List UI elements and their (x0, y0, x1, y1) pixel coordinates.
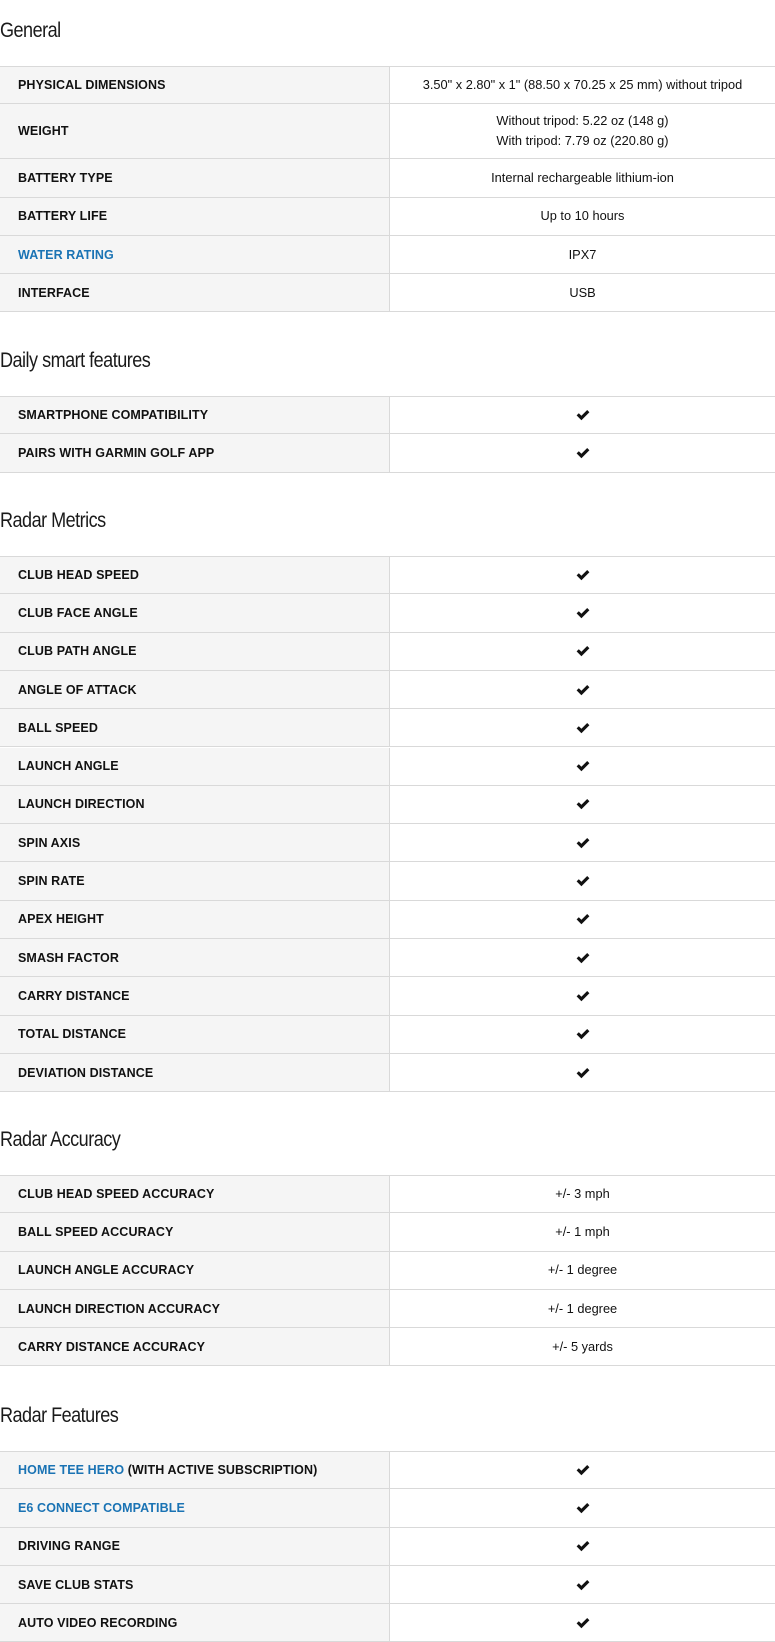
spec-label: DEVIATION DISTANCE (18, 1065, 154, 1080)
spec-value-cell (390, 1452, 775, 1488)
spec-label-cell (0, 1213, 390, 1250)
checkmark-icon (576, 1067, 590, 1079)
spec-label: APEX HEIGHT (18, 912, 104, 927)
spec-row-deviation-distance (0, 1054, 775, 1092)
spec-label-cell (0, 1452, 390, 1488)
spec-value-cell (390, 1604, 775, 1641)
spec-value-cell (390, 1016, 775, 1053)
spec-row-spin-axis (0, 824, 775, 862)
spec-value: Up to 10 hours (540, 208, 625, 224)
checkmark-icon (576, 913, 590, 925)
spec-value-cell (390, 1213, 775, 1250)
spec-row-club-head-speed (0, 556, 775, 594)
spec-label-cell (0, 786, 390, 823)
spec-label: CLUB HEAD SPEED ACCURACY (18, 1187, 215, 1202)
spec-label-cell (0, 104, 390, 158)
spec-value-cell (390, 557, 775, 593)
spec-row-carry-distance (0, 977, 775, 1015)
spec-label-cell (0, 198, 390, 235)
spec-row-total-distance (0, 1016, 775, 1054)
spec-value-cell (390, 159, 775, 196)
spec-label: WEIGHT (18, 124, 69, 139)
spec-value-cell (390, 901, 775, 938)
spec-value: Internal rechargeable lithium-ion (491, 169, 674, 185)
spec-value: IPX7 (568, 246, 597, 262)
spec-row-club-path-angle (0, 633, 775, 671)
checkmark-icon (576, 684, 590, 696)
spec-value-cell (390, 198, 775, 235)
spec-value: With tripod: 7.79 oz (220.80 g) (496, 133, 669, 149)
spec-label-cell (0, 1528, 390, 1565)
spec-label: LAUNCH DIRECTION (18, 797, 145, 812)
section-title-radar-accuracy: Radar Accuracy (0, 1128, 121, 1151)
spec-row-smartphone-compatibility (0, 396, 775, 434)
spec-value-cell (390, 1252, 775, 1289)
spec-label-link-home-tee-hero[interactable]: HOME TEE HERO (18, 1463, 125, 1478)
spec-label-cell (0, 594, 390, 631)
spec-label-cell (0, 977, 390, 1014)
section-title-general: General (0, 19, 61, 42)
spec-row-save-club-stats (0, 1566, 775, 1604)
spec-label-cell (0, 1328, 390, 1365)
spec-row-water-rating (0, 236, 775, 274)
spec-label-cell (0, 159, 390, 196)
spec-value-cell (390, 67, 775, 103)
checkmark-icon (576, 569, 590, 581)
spec-row-auto-video-recording (0, 1604, 775, 1642)
spec-row-interface (0, 274, 775, 312)
spec-row-club-head-speed-accuracy (0, 1175, 775, 1213)
spec-label: SPIN AXIS (18, 835, 81, 850)
spec-value-cell (390, 709, 775, 746)
spec-value-cell (390, 1290, 775, 1327)
spec-row-carry-distance-accuracy (0, 1328, 775, 1366)
spec-label: SMARTPHONE COMPATIBILITY (18, 408, 209, 423)
spec-label: CARRY DISTANCE (18, 988, 130, 1003)
checkmark-icon (576, 409, 590, 421)
spec-value-cell (390, 862, 775, 899)
spec-row-club-face-angle (0, 594, 775, 632)
checkmark-icon (576, 645, 590, 657)
spec-label: LAUNCH DIRECTION ACCURACY (18, 1301, 221, 1316)
spec-value-cell (390, 434, 775, 471)
spec-value: +/- 3 mph (555, 1186, 610, 1202)
spec-value-cell (390, 594, 775, 631)
checkmark-icon (576, 1502, 590, 1514)
spec-label: PHYSICAL DIMENSIONS (18, 78, 166, 93)
spec-row-launch-angle-accuracy (0, 1252, 775, 1290)
checkmark-icon (576, 1579, 590, 1591)
spec-row-launch-angle (0, 748, 775, 786)
spec-label: CLUB FACE ANGLE (18, 605, 138, 620)
spec-label-link-water-rating[interactable]: WATER RATING (18, 247, 114, 262)
spec-label: INTERFACE (18, 285, 90, 300)
checkmark-icon (576, 760, 590, 772)
spec-label: ANGLE OF ATTACK (18, 682, 137, 697)
spec-row-battery-type (0, 159, 775, 197)
spec-label-cell (0, 1489, 390, 1526)
checkmark-icon (576, 722, 590, 734)
spec-label-cell (0, 1252, 390, 1289)
checkmark-icon (576, 1617, 590, 1629)
spec-label-cell (0, 397, 390, 433)
spec-value-cell (390, 274, 775, 311)
spec-value: +/- 1 mph (555, 1223, 610, 1239)
spec-label-cell (0, 274, 390, 311)
spec-value-cell (390, 1489, 775, 1526)
checkmark-icon (576, 1028, 590, 1040)
spec-row-launch-direction-accuracy (0, 1290, 775, 1328)
spec-label-cell (0, 1054, 390, 1091)
spec-label: SPIN RATE (18, 874, 85, 889)
spec-row-weight (0, 104, 775, 159)
checkmark-icon (576, 798, 590, 810)
spec-value: Without tripod: 5.22 oz (148 g) (496, 113, 669, 129)
spec-label-cell (0, 709, 390, 746)
spec-label-cell (0, 939, 390, 976)
spec-label-link-e6-connect-compatible[interactable]: E6 CONNECT COMPATIBLE (18, 1500, 185, 1515)
spec-row-e6-connect-compatible (0, 1489, 775, 1527)
spec-row-battery-life (0, 198, 775, 236)
spec-label: CARRY DISTANCE ACCURACY (18, 1339, 206, 1354)
spec-label-cell (0, 1016, 390, 1053)
spec-value: USB (569, 284, 596, 300)
spec-label: BATTERY LIFE (18, 209, 108, 224)
spec-label-cell (0, 1566, 390, 1603)
spec-row-angle-of-attack (0, 671, 775, 709)
spec-label: LAUNCH ANGLE ACCURACY (18, 1263, 195, 1278)
spec-label: BATTERY TYPE (18, 170, 113, 185)
spec-label: CLUB PATH ANGLE (18, 644, 137, 659)
spec-value-cell (390, 633, 775, 670)
checkmark-icon (576, 952, 590, 964)
spec-label-cell (0, 1604, 390, 1641)
spec-value-cell (390, 786, 775, 823)
spec-label-cell (0, 557, 390, 593)
spec-label-cell (0, 748, 390, 785)
spec-value-cell (390, 236, 775, 273)
spec-value-cell (390, 1328, 775, 1365)
spec-value-cell (390, 1566, 775, 1603)
spec-row-pairs-with-garmin-golf-app (0, 434, 775, 472)
spec-row-physical-dimensions (0, 66, 775, 104)
spec-label: PAIRS WITH GARMIN GOLF APP (18, 445, 215, 460)
spec-value-cell (390, 1054, 775, 1091)
checkmark-icon (576, 607, 590, 619)
spec-value-cell (390, 397, 775, 433)
spec-label-cell (0, 434, 390, 471)
spec-value-cell (390, 977, 775, 1014)
spec-label-suffix: (WITH ACTIVE SUBSCRIPTION) (124, 1463, 318, 1478)
spec-value-cell (390, 104, 775, 158)
spec-label: BALL SPEED ACCURACY (18, 1224, 174, 1239)
checkmark-icon (576, 990, 590, 1002)
spec-value-cell (390, 1176, 775, 1212)
checkmark-icon (576, 837, 590, 849)
spec-row-driving-range (0, 1528, 775, 1566)
checkmark-icon (576, 1464, 590, 1476)
spec-row-ball-speed (0, 709, 775, 747)
spec-label: DRIVING RANGE (18, 1539, 121, 1554)
spec-label-cell (0, 236, 390, 273)
spec-value: +/- 5 yards (552, 1338, 613, 1354)
spec-value: +/- 1 degree (547, 1300, 618, 1316)
spec-label: SMASH FACTOR (18, 950, 119, 965)
spec-value-cell (390, 1528, 775, 1565)
spec-value: 3.50" x 2.80" x 1" (88.50 x 70.25 x 25 mm) without tripod (422, 77, 743, 93)
spec-label: SAVE CLUB STATS (18, 1577, 134, 1592)
checkmark-icon (576, 875, 590, 887)
spec-label-cell (0, 862, 390, 899)
spec-label-cell (0, 824, 390, 861)
section-title-radar-features: Radar Features (0, 1404, 119, 1427)
spec-label-cell (0, 1176, 390, 1212)
spec-label: TOTAL DISTANCE (18, 1027, 127, 1042)
spec-label-cell (0, 633, 390, 670)
spec-label: CLUB HEAD SPEED (18, 568, 139, 583)
spec-label-cell (0, 671, 390, 708)
spec-row-ball-speed-accuracy (0, 1213, 775, 1251)
spec-label: LAUNCH ANGLE (18, 759, 119, 774)
spec-label-cell (0, 67, 390, 103)
spec-label: BALL SPEED (18, 720, 98, 735)
section-title-daily-smart-features: Daily smart features (0, 349, 151, 372)
spec-row-spin-rate (0, 862, 775, 900)
checkmark-icon (576, 1540, 590, 1552)
spec-label: AUTO VIDEO RECORDING (18, 1615, 178, 1630)
spec-label-cell (0, 901, 390, 938)
spec-label-cell (0, 1290, 390, 1327)
spec-value-cell (390, 939, 775, 976)
spec-value-cell (390, 748, 775, 785)
spec-row-home-tee-hero (0, 1451, 775, 1489)
spec-row-smash-factor (0, 939, 775, 977)
checkmark-icon (576, 447, 590, 459)
spec-row-apex-height (0, 901, 775, 939)
spec-value-cell (390, 824, 775, 861)
section-title-radar-metrics: Radar Metrics (0, 509, 106, 532)
spec-value-cell (390, 671, 775, 708)
spec-row-launch-direction (0, 786, 775, 824)
spec-value: +/- 1 degree (547, 1262, 618, 1278)
